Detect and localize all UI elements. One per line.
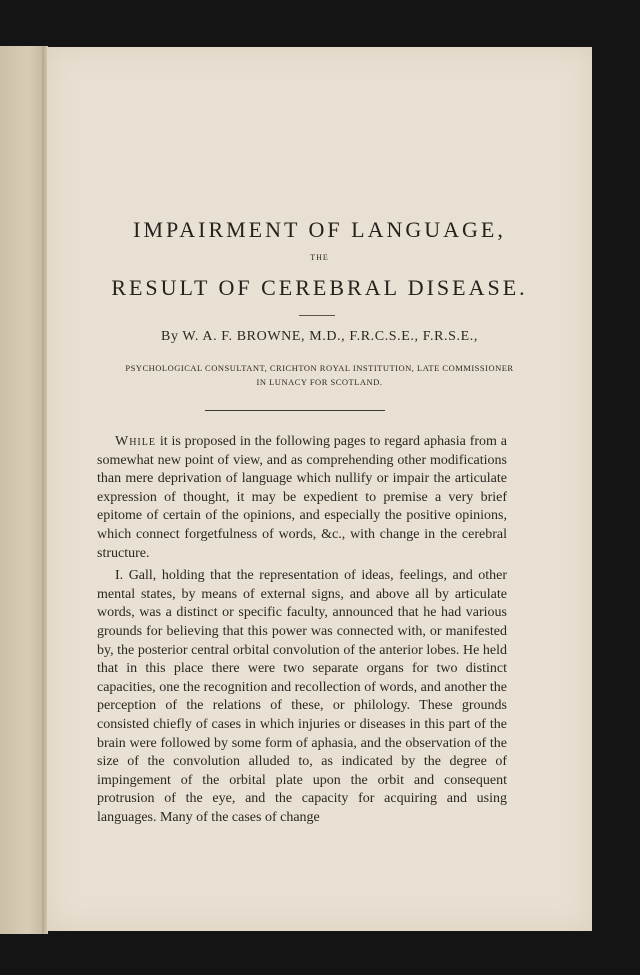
title-line-1: IMPAIRMENT OF LANGUAGE, — [133, 217, 506, 242]
paragraph-1-lead-word: While — [115, 434, 156, 449]
article-body — [97, 433, 507, 827]
paragraph-1 — [97, 433, 507, 563]
book-page — [47, 47, 592, 931]
long-divider — [205, 410, 385, 411]
author-byline: By W. A. F. BROWNE, M.D., F.R.C.S.E., F.R.S.E., — [161, 329, 478, 344]
paragraph-2: I. Gall, holding that the representation of ideas, feelings, and other mental states, by means of external signs, and above all by articulate words, was a distinct or specific faculty, announced that he had various grounds for believing that this power was connected with, or manifested by, the posterior central orbital convolution of the anterior lobes. He held that in this place there were two separate organs for two distinct capacities, one the recognition and recollection of words, and another the perception of the relations of these, or philology. These grounds consisted chiefly of cases in which injuries or diseases in this part of the brain were followed by some form of aphasia, and the observation of the size of the convolution alluded to, as indicated by the degree of impingement of the orbital plate upon the orbit and consequent protrusion of the eye, and the capacity for acquiring and using languages. Many of the cases of change — [97, 568, 507, 825]
paragraph-1-text: it is proposed in the following pages to regard aphasia from a somewhat new point of view, and as comprehending other modifications than mere deprivation of language which nullify or impair the articulate expression of thought, it may be expedient to premise a very brief epitome of certain of the opinions, and especially the positive opinions, which connect forgetfulness of words, &c., with change in the cerebral structure. — [97, 434, 507, 561]
short-divider — [299, 315, 335, 316]
title-connector: THE — [310, 253, 329, 262]
title-line-2: RESULT OF CEREBRAL DISEASE. — [111, 275, 528, 300]
author-affiliation-line-1: PSYCHOLOGICAL CONSULTANT, CRICHTON ROYAL INSTITUTION, LATE COMMISSIONER — [125, 363, 514, 373]
author-affiliation-line-2: IN LUNACY FOR SCOTLAND. — [256, 377, 383, 387]
facing-page-edge — [0, 46, 46, 934]
